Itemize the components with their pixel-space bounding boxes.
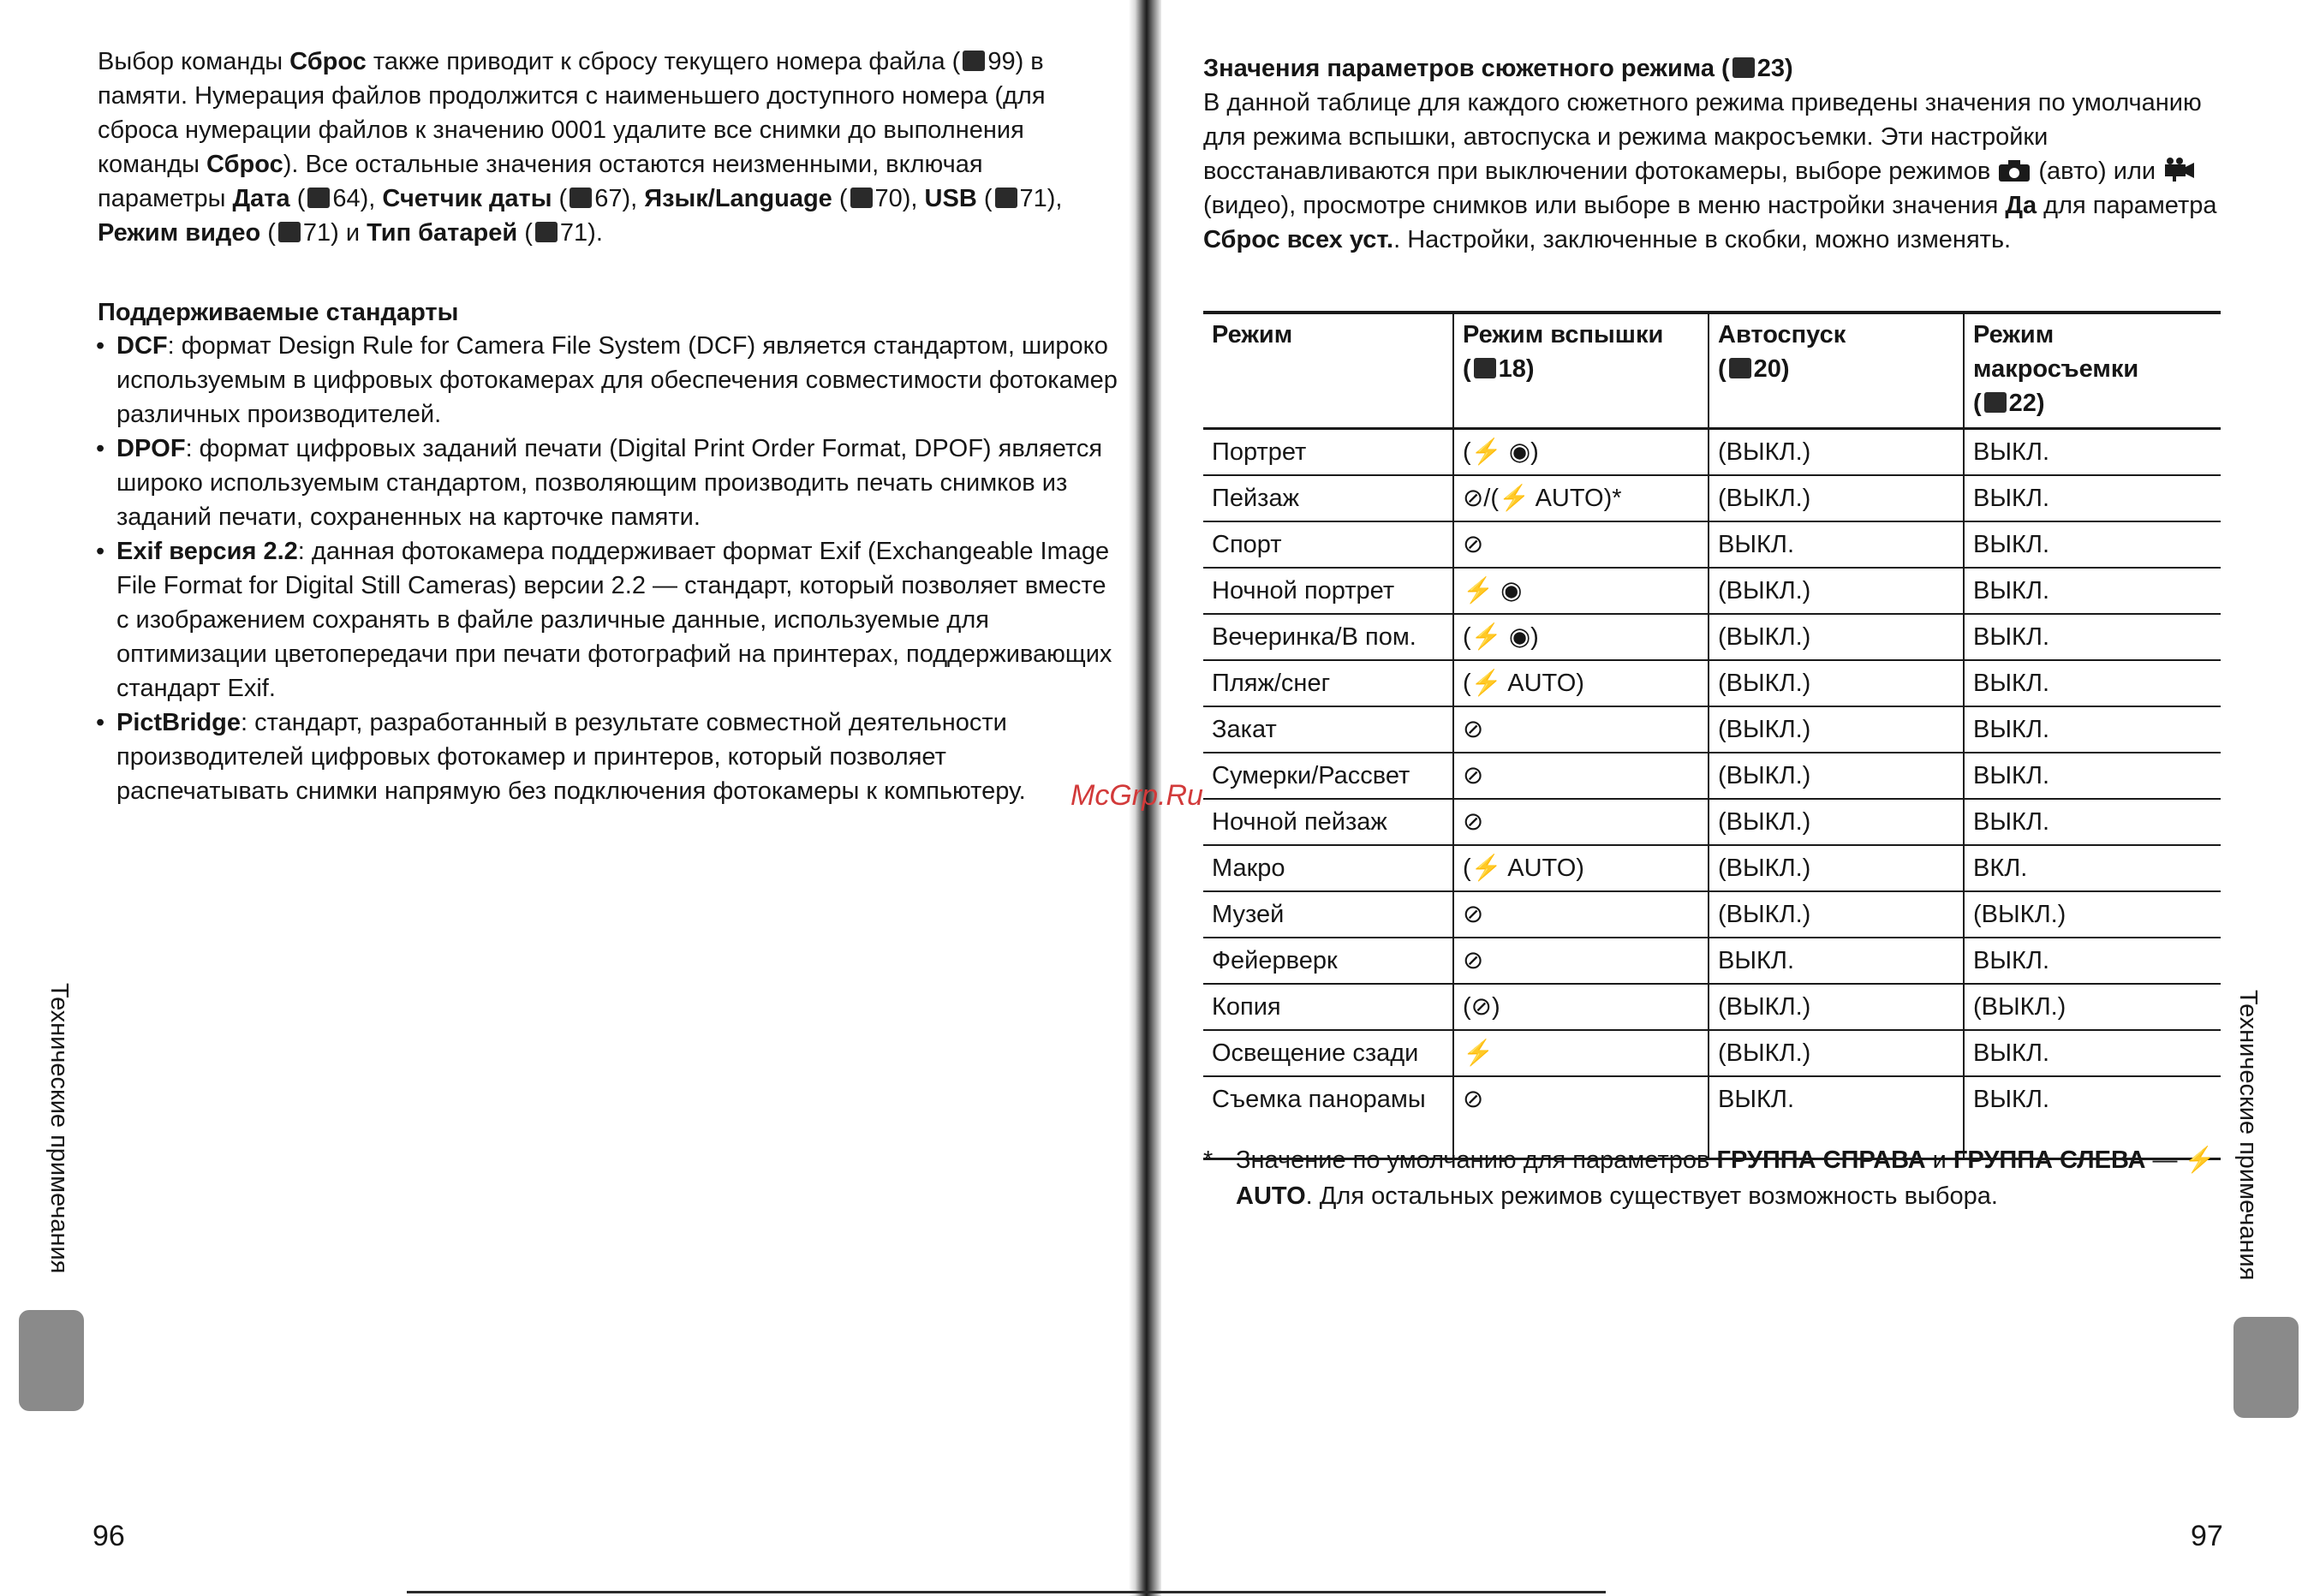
section-thumb-tab <box>2233 1317 2299 1418</box>
table-row: Музей ⊘ (ВЫКЛ.) (ВЫКЛ.) <box>1203 891 2221 938</box>
page-ref-icon <box>307 188 330 208</box>
table-row: Ночной пейзаж ⊘ (ВЫКЛ.) ВЫКЛ. <box>1203 799 2221 845</box>
footnote: * Значение по умолчанию для параметров ГРУППА СПРАВА и ГРУППА СЛЕВА — ⚡ AUTO. Для остальных режимов существует возможность выбора. <box>1203 1146 2216 1210</box>
section-thumb-tab <box>19 1310 84 1411</box>
page-ref-icon <box>963 51 985 71</box>
page-ref-icon <box>995 188 1017 208</box>
page-number: 97 <box>2191 1520 2223 1552</box>
table-row: Копия (⊘) (ВЫКЛ.) (ВЫКЛ.) <box>1203 984 2221 1030</box>
page-ref-icon <box>535 222 558 242</box>
camera-icon <box>1997 158 2031 182</box>
table-row: Ночной портрет ⚡ ◉ (ВЫКЛ.) ВЫКЛ. <box>1203 568 2221 614</box>
standards-heading: Поддерживаемые стандарты <box>98 299 459 326</box>
header-timer: Автоспуск ( 20) <box>1709 313 1964 429</box>
page-ref-icon <box>278 222 301 242</box>
page-ref-icon <box>570 188 592 208</box>
table-header-row <box>1203 313 2221 429</box>
list-item: • DCF: формат Design Rule for Camera File System (DCF) является стандартом, широко используемым в цифровых фотокамерах для обеспечения совместимости фотокамер различных производителей. <box>96 329 1124 432</box>
bottom-rule <box>407 1591 1606 1593</box>
header-flash: Режим вспышки ( 18) <box>1453 313 1709 429</box>
movie-icon <box>2162 157 2197 182</box>
table-row: Закат ⊘ (ВЫКЛ.) ВЫКЛ. <box>1203 706 2221 753</box>
page-ref-icon <box>1732 57 1755 78</box>
scene-mode-table <box>1203 311 2221 1160</box>
list-item: • Exif версия 2.2: данная фотокамера поддерживает формат Exif (Exchangeable Image File Format for Digital Still Cameras) версии 2.2 — стандарт, который позволяет вместе с изображением сохранять в файле различные данные, используемые для оптимизации цветопередачи при печати фотографий на принтерах, поддерживающих стандарт Exif. <box>96 534 1124 706</box>
intro-paragraph: Выбор команды Сброс также приводит к сбросу текущего номера файла ( 99) в памяти. Нумерация файлов продолжится с наименьшего доступного номера (для сброса нумерации файлов к значению 0001 удалите все снимки до выполнения команды Сброс). Все остальные значения остаются неизменными, включая параметры Дата ( 64), Счетчик даты ( 67), Язык/Language ( 70), USB ( 71), Режим видео ( 71) и Тип батарей ( 71). <box>98 48 1063 247</box>
page-ref-icon <box>1474 358 1496 378</box>
description-paragraph: В данной таблице для каждого сюжетного режима приведены значения по умолчанию для режима вспышки, автоспуска и режима макросъемки. Эти настройки восстанавливаются при выключении фотокамеры, выборе режимов (авто) или (видео), просмотре снимков или выборе в меню настройки значения Да для параметра Сброс всех уст.. Настройки, заключенные в скобки, можно изменять. <box>1203 89 2217 253</box>
table-row: Фейерверк ⊘ ВЫКЛ. ВЫКЛ. <box>1203 938 2221 984</box>
header-mode: Режим <box>1203 313 1453 429</box>
table-row: Пейзаж ⊘/(⚡ AUTO)* (ВЫКЛ.) ВЫКЛ. <box>1203 475 2221 521</box>
section-side-label: Технические примечания <box>45 983 73 1274</box>
table-row: Освещение сзади ⚡ (ВЫКЛ.) ВЫКЛ. <box>1203 1030 2221 1076</box>
table-row: Макро (⚡ AUTO) (ВЫКЛ.) ВКЛ. <box>1203 845 2221 891</box>
table-row: Съемка панорамы ⊘ ВЫКЛ. ВЫКЛ. <box>1203 1076 2221 1159</box>
page-ref-icon <box>1984 392 2007 413</box>
page-ref-icon <box>850 188 873 208</box>
header-macro: Режим макросъемки ( 22) <box>1964 313 2221 429</box>
standards-list <box>96 329 1124 808</box>
list-item: • PictBridge: стандарт, разработанный в результате совместной деятельности производителей цифровых фотокамер и принтеров, который позволяет распечатывать снимки напрямую без подключения фотокамеры к компьютеру. <box>96 706 1124 808</box>
list-item: • DPOF: формат цифровых заданий печати (Digital Print Order Format, DPOF) является широко используемым стандартом, позволяющим производить печать снимков из заданий печати, сохраненных на карточке памяти. <box>96 432 1124 534</box>
watermark: McGrp.Ru <box>1070 779 1203 812</box>
table-row: Сумерки/Рассвет ⊘ (ВЫКЛ.) ВЫКЛ. <box>1203 753 2221 799</box>
page-number: 96 <box>92 1520 125 1552</box>
page-ref-icon <box>1729 358 1751 378</box>
section-heading: Значения параметров сюжетного режима ( 23) <box>1203 55 1793 82</box>
table-row: Портрет (⚡ ◉) (ВЫКЛ.) ВЫКЛ. <box>1203 429 2221 476</box>
table-row: Спорт ⊘ ВЫКЛ. ВЫКЛ. <box>1203 521 2221 568</box>
section-side-label: Технические примечания <box>2234 990 2262 1281</box>
table-row: Вечеринка/В пом. (⚡ ◉) (ВЫКЛ.) ВЫКЛ. <box>1203 614 2221 660</box>
table-row: Пляж/снег (⚡ AUTO) (ВЫКЛ.) ВЫКЛ. <box>1203 660 2221 706</box>
